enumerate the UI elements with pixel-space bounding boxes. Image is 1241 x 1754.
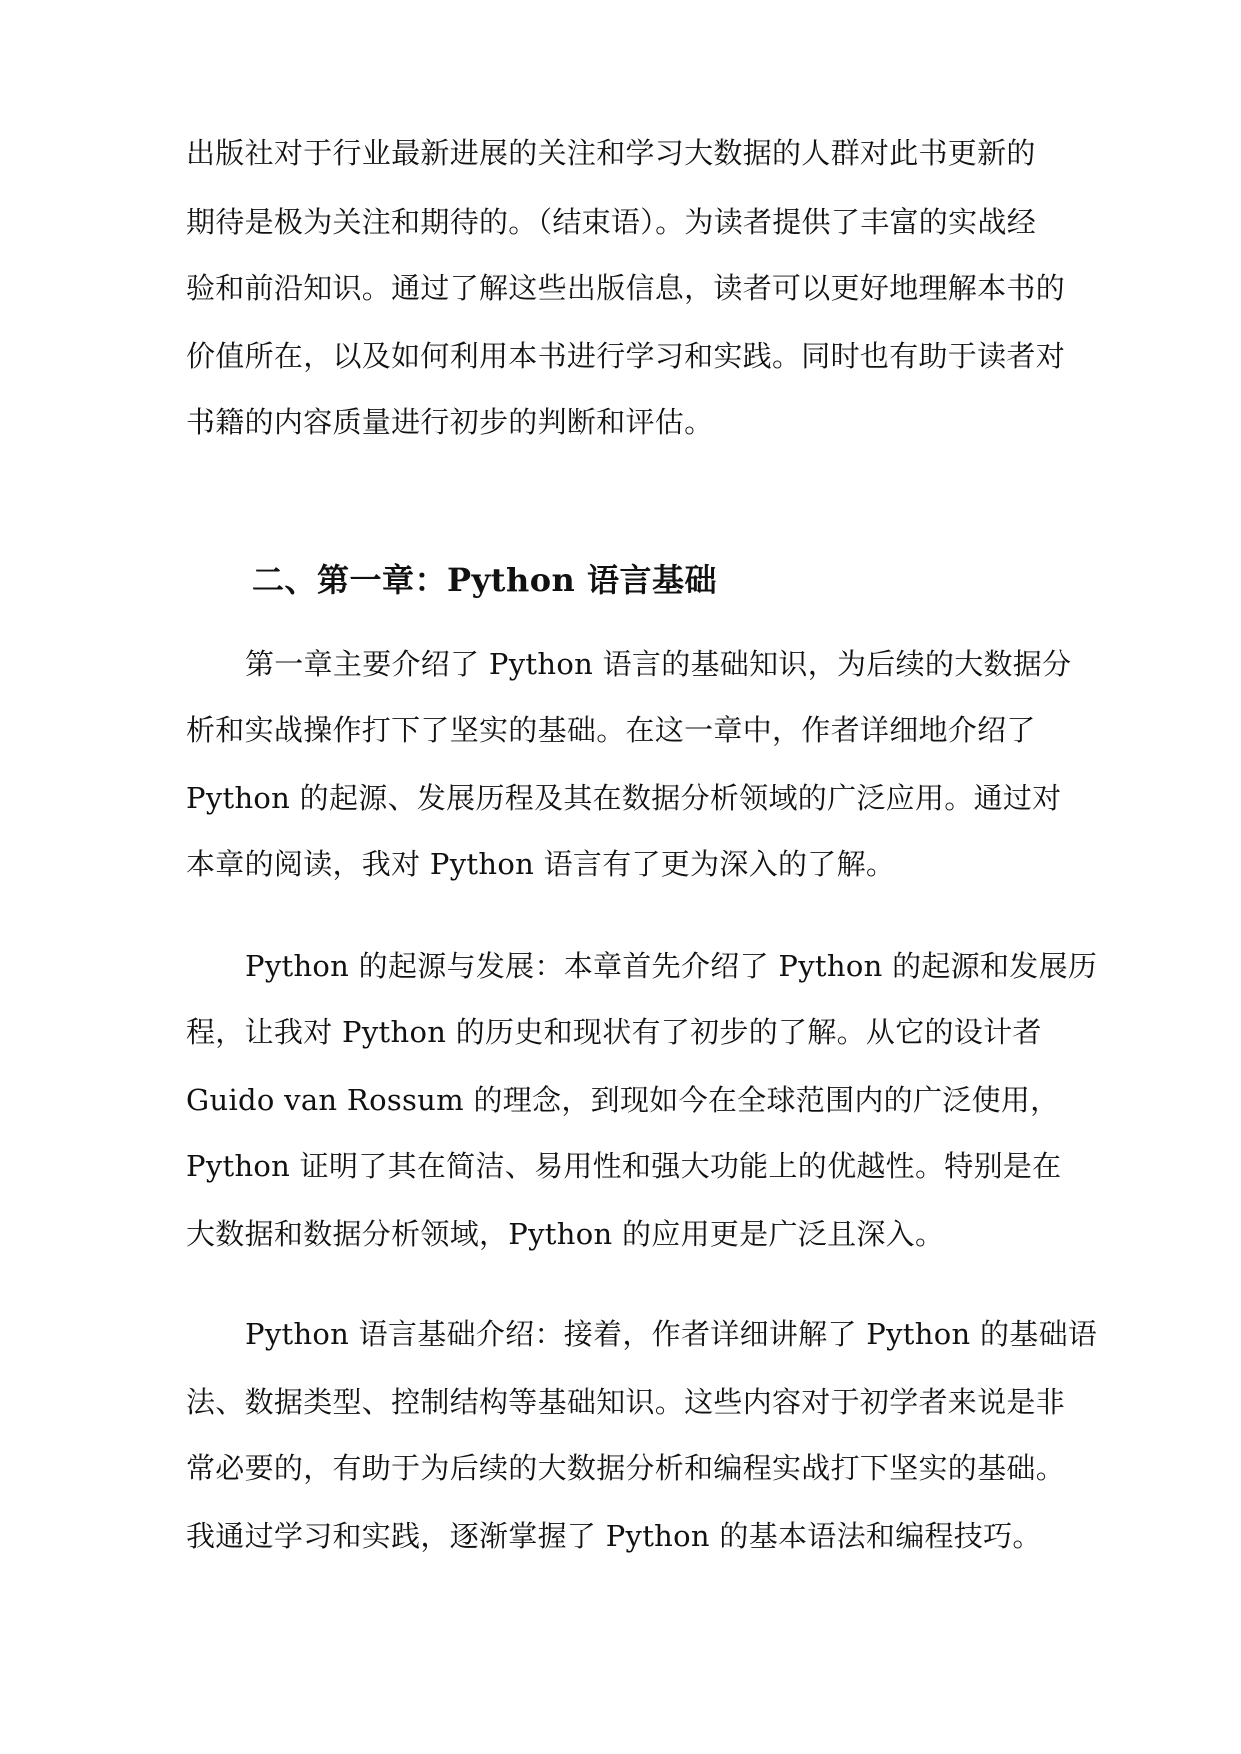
text-line: Python 语言基础介绍：接着，作者详细讲解了 Python 的基础语 (245, 1317, 1098, 1351)
text-line: Python 的起源与发展：本章首先介绍了 Python 的起源和发展历 (245, 949, 1098, 983)
text-line: 第一章主要介绍了 Python 语言的基础知识，为后续的大数据分 (245, 647, 1072, 681)
text-line: 本章的阅读，我对 Python 语言有了更为深入的了解。 (186, 847, 896, 881)
text-line: 析和实战操作打下了坚实的基础。在这一章中，作者详细地介绍了 (186, 713, 1036, 747)
text-line: 书籍的内容质量进行初步的判断和评估。 (186, 405, 714, 439)
text-line: 出版社对于行业最新进展的关注和学习大数据的人群对此书更新的 (186, 136, 1036, 170)
section-heading: 二、第一章：Python 语言基础 (252, 561, 717, 599)
text-line: Guido van Rossum 的理念，到现如今在全球范围内的广泛使用， (186, 1083, 1060, 1117)
text-line: 常必要的，有助于为后续的大数据分析和编程实战打下坚实的基础。 (186, 1451, 1066, 1485)
text-line: 法、数据类型、控制结构等基础知识。这些内容对于初学者来说是非 (186, 1385, 1066, 1419)
text-line: 验和前沿知识。通过了解这些出版信息，读者可以更好地理解本书的 (186, 271, 1066, 305)
text-line: 价值所在，以及如何利用本书进行学习和实践。同时也有助于读者对 (186, 339, 1066, 373)
text-line: 大数据和数据分析领域，Python 的应用更是广泛且深入。 (186, 1217, 945, 1251)
text-line: Python 证明了其在简洁、易用性和强大功能上的优越性。特别是在 (186, 1149, 1062, 1183)
text-line: Python 的起源、发展历程及其在数据分析领域的广泛应用。通过对 (186, 781, 1062, 815)
text-line: 我通过学习和实践，逐渐掌握了 Python 的基本语法和编程技巧。 (186, 1519, 1042, 1553)
text-line: 程，让我对 Python 的历史和现状有了初步的了解。从它的设计者 (186, 1015, 1042, 1049)
text-line: 期待是极为关注和期待的。（结束语）。为读者提供了丰富的实战经 (186, 205, 1037, 239)
